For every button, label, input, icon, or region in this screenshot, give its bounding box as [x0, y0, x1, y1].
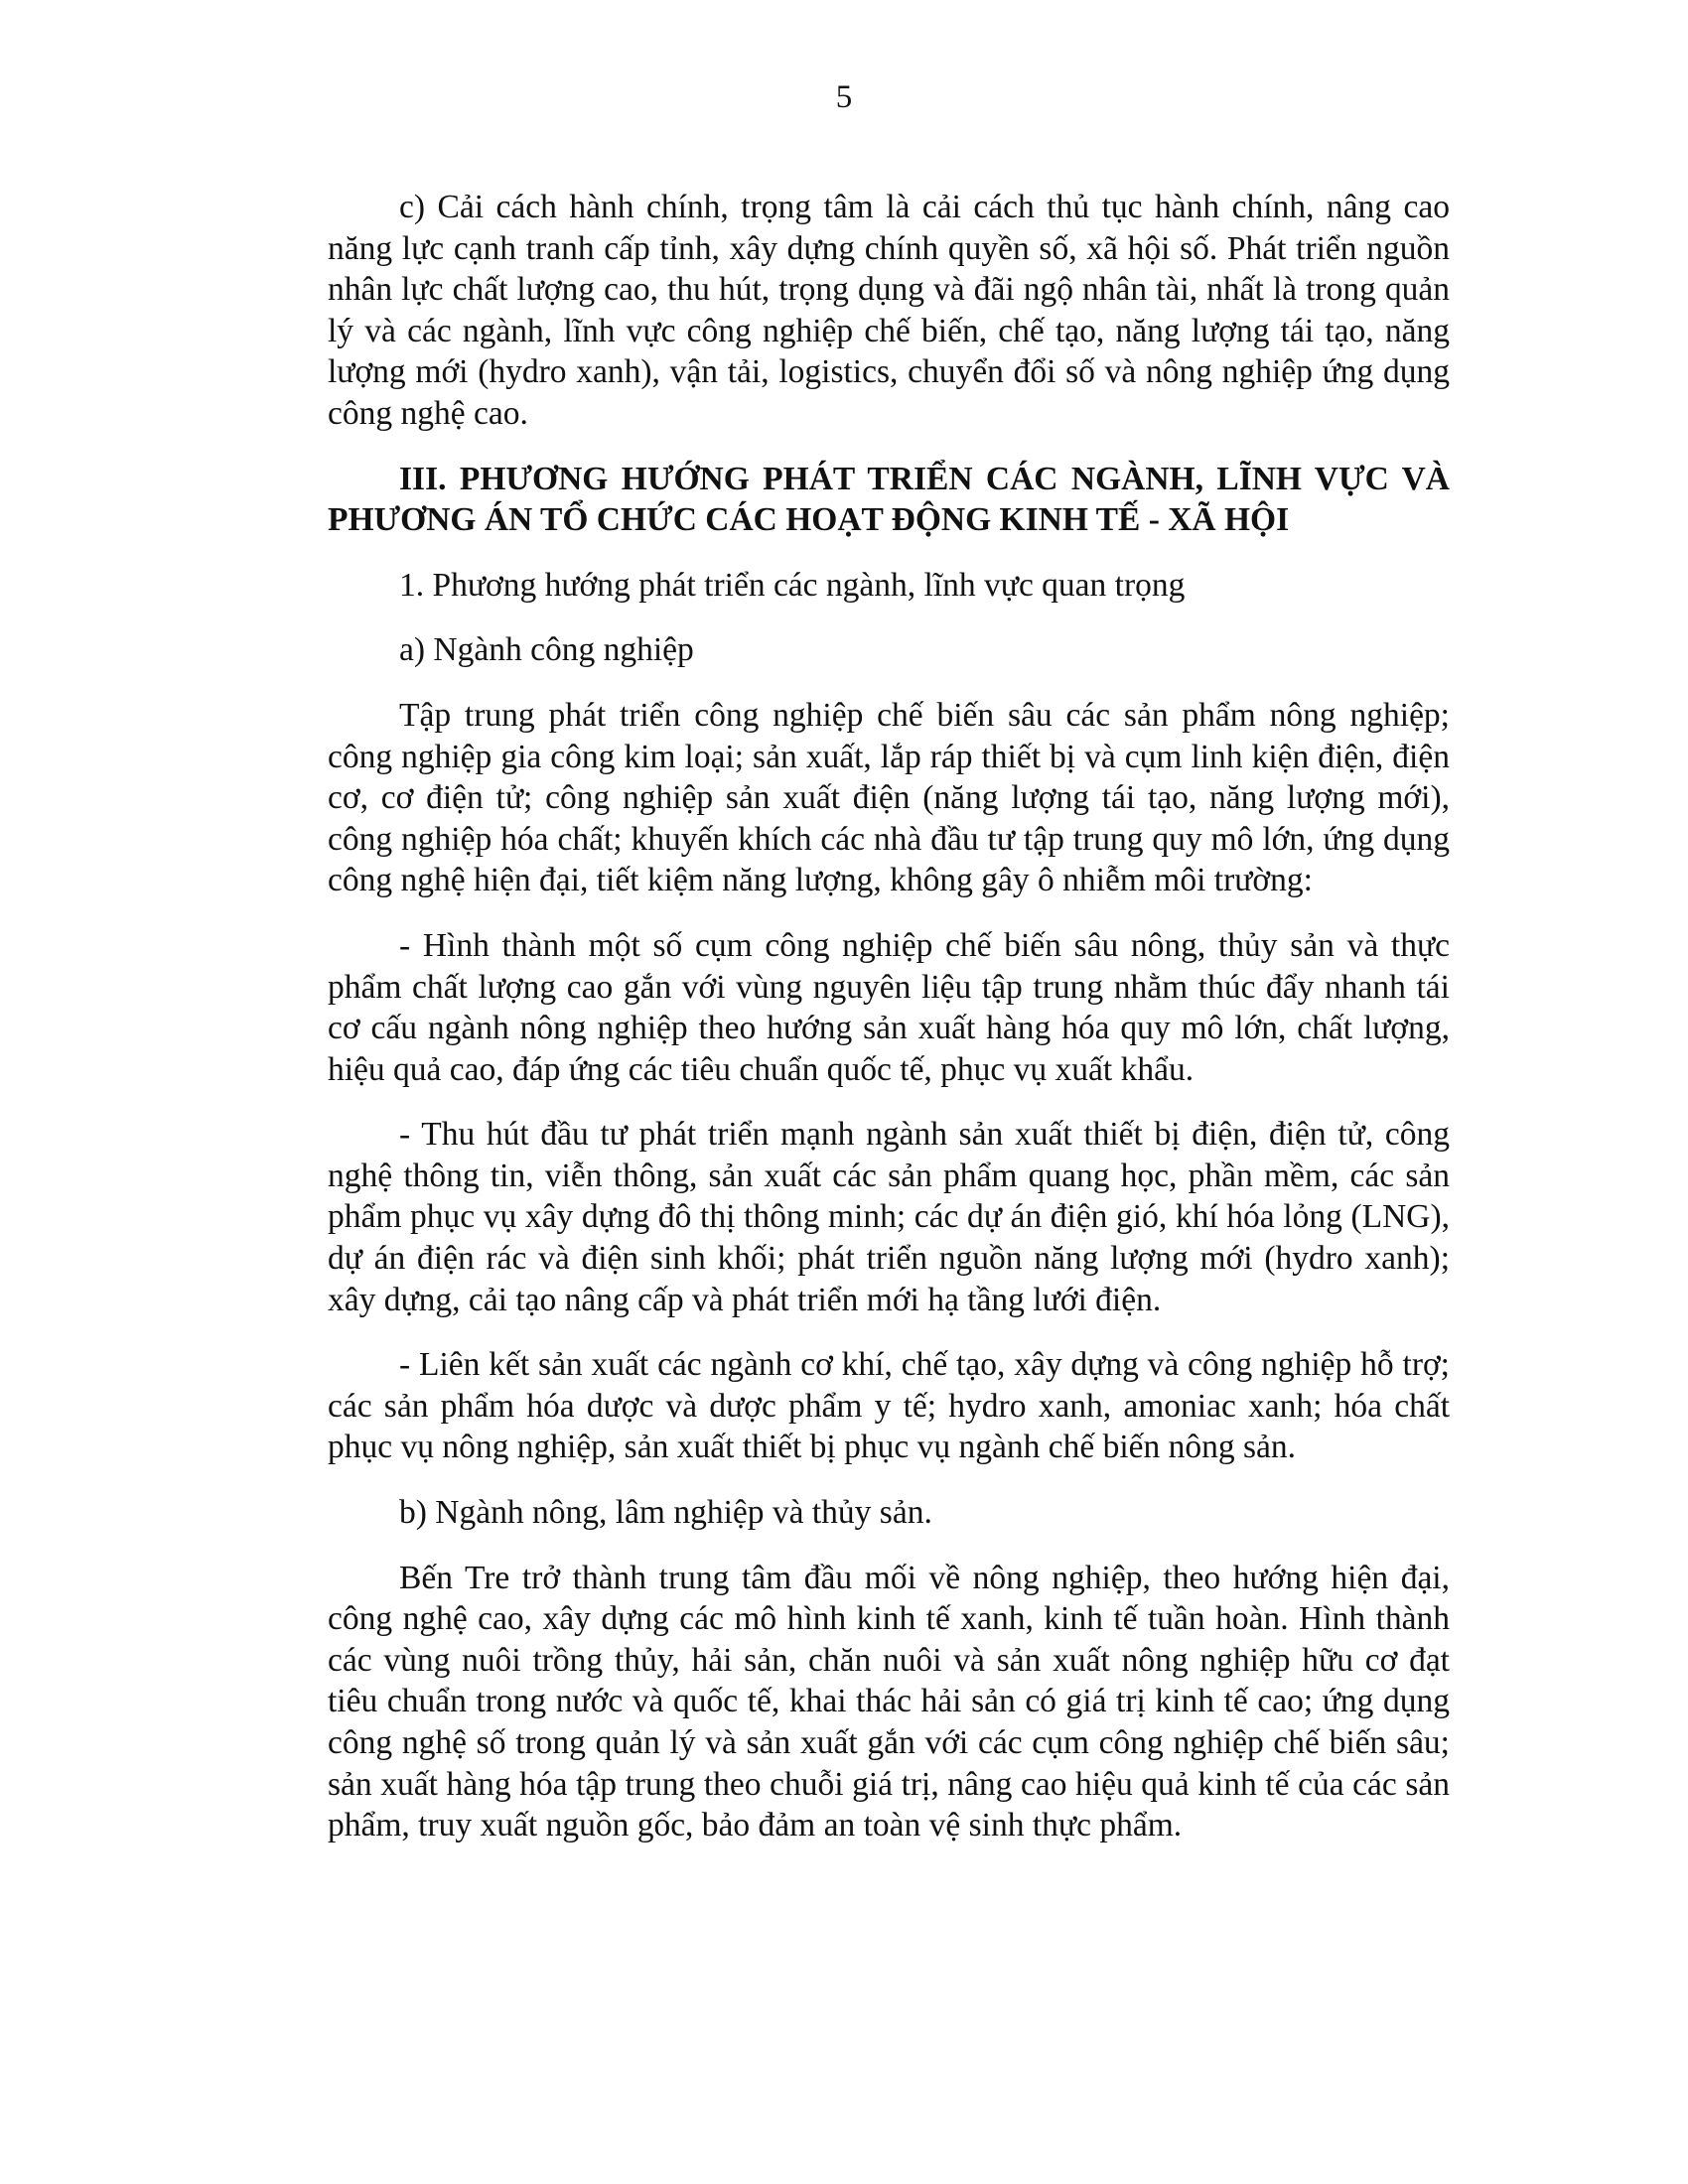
- section-heading-iii: III. PHƯƠNG HƯỚNG PHÁT TRIỂN CÁC NGÀNH, LĨNH VỰC VÀ PHƯƠNG ÁN TỔ CHỨC CÁC HOẠT ĐỘNG KINH TẾ - XÃ HỘI: [328, 460, 1450, 539]
- subsection-heading-1: 1. Phương hướng phát triển các ngành, lĩnh vực quan trọng: [399, 566, 1186, 604]
- subsection-heading-b: b) Ngành nông, lâm nghiệp và thủy sản.: [399, 1494, 932, 1532]
- page-number: 5: [835, 79, 853, 115]
- bullet-production-linkage: - Liên kết sản xuất các ngành cơ khí, chế tạo, xây dựng và công nghiệp hỗ trợ; các sản phẩm hóa dược và dược phẩm y tế; hydro xanh, amoniac xanh; hóa chất phục vụ nông nghiệp, sản xuất thiết bị phục vụ ngành chế biến nông sản.: [328, 1346, 1450, 1466]
- paragraph-administrative-reform: c) Cải cách hành chính, trọng tâm là cải cách thủ tục hành chính, nâng cao năng lực cạnh tranh cấp tỉnh, xây dựng chính quyền số, xã hội số. Phát triển nguồn nhân lực chất lượng cao, thu hút, trọng dụng và đãi ngộ nhân tài, nhất là trong quản lý và các ngành, lĩnh vực công nghiệp chế biến, chế tạo, năng lượng tái tạo, năng lượng mới (hydro xanh), vận tải, logistics, chuyển đổi số và nông nghiệp ứng dụng công nghệ cao.: [328, 189, 1450, 432]
- paragraph-agriculture: Bến Tre trở thành trung tâm đầu mối về nông nghiệp, theo hướng hiện đại, công nghệ cao, xây dựng các mô hình kinh tế xanh, kinh tế tuần hoàn. Hình thành các vùng nuôi trồng thủy, hải sản, chăn nuôi và sản xuất nông nghiệp hữu cơ đạt tiêu chuẩn trong nước và quốc tế, khai thác hải sản có giá trị kinh tế cao; ứng dụng công nghệ số trong quản lý và sản xuất gắn với các cụm công nghiệp chế biến sâu; sản xuất hàng hóa tập trung theo chuỗi giá trị, nâng cao hiệu quả kinh tế của các sản phẩm, truy xuất nguồn gốc, bảo đảm an toàn vệ sinh thực phẩm.: [328, 1559, 1450, 1844]
- paragraph-industry: Tập trung phát triển công nghiệp chế biến sâu các sản phẩm nông nghiệp; công nghiệp gia công kim loại; sản xuất, lắp ráp thiết bị và cụm linh kiện điện, điện cơ, cơ điện tử; công nghiệp sản xuất điện (năng lượng tái tạo, năng lượng mới), công nghiệp hóa chất; khuyến khích các nhà đầu tư tập trung quy mô lớn, ứng dụng công nghệ hiện đại, tiết kiệm năng lượng, không gây ô nhiễm môi trường:: [328, 696, 1450, 899]
- document-body: [328, 187, 1450, 1846]
- bullet-electrical-equipment: - Thu hút đầu tư phát triển mạnh ngành sản xuất thiết bị điện, điện tử, công nghệ thông tin, viễn thông, sản xuất các sản phẩm quang học, phần mềm, các sản phẩm phục vụ xây dựng đô thị thông minh; các dự án điện gió, khí hóa lỏng (LNG), dự án điện rác và điện sinh khối; phát triển nguồn năng lượng mới (hydro xanh); xây dựng, cải tạo nâng cấp và phát triển mới hạ tầng lưới điện.: [328, 1116, 1450, 1318]
- subsection-heading-a: a) Ngành công nghiệp: [399, 631, 694, 669]
- bullet-processing-clusters: - Hình thành một số cụm công nghiệp chế biến sâu nông, thủy sản và thực phẩm chất lượng cao gắn với vùng nguyên liệu tập trung nhằm thúc đẩy nhanh tái cơ cấu ngành nông nghiệp theo hướng sản xuất hàng hóa quy mô lớn, chất lượng, hiệu quả cao, đáp ứng các tiêu chuẩn quốc tế, phục vụ xuất khẩu.: [328, 926, 1450, 1088]
